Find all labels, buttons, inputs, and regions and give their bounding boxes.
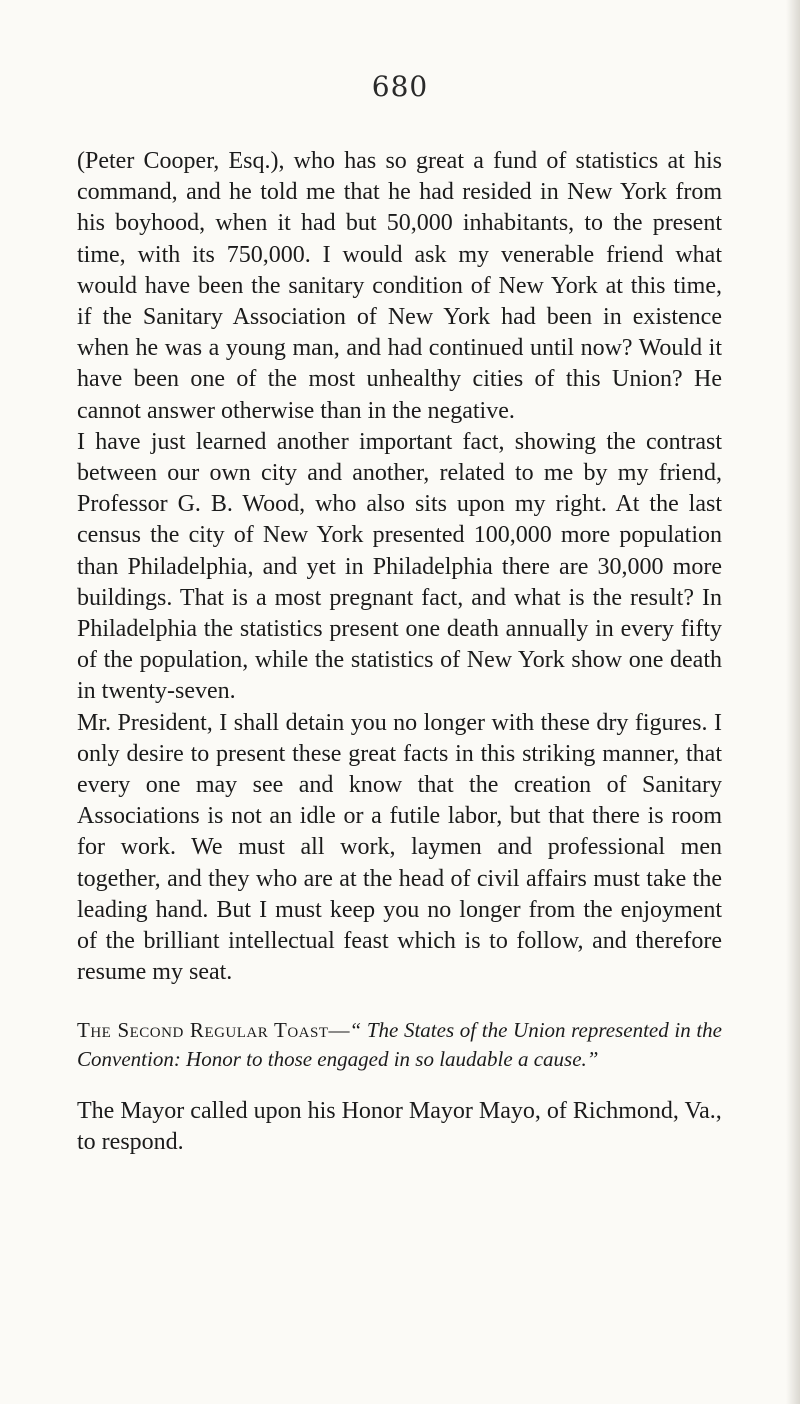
page-number: 680: [371, 70, 429, 103]
toast-dash: —: [328, 1018, 350, 1042]
paragraph-3: Mr. President, I shall detain you no longer with these dry figures. I only desire to present these great facts in this striking manner, that every one may see and know that the creation of Sanitary Associations is not an idle or a futile labor, but that there is room for work. We must all work, laymen and professional men together, and they who are at the head of civil affairs must take the leading hand. But I must keep you no longer from the enjoyment of the brilliant intellectual feast which is to follow, and therefore resume my seat.: [77, 709, 722, 986]
page-edge-shadow: [786, 0, 800, 1404]
toast-quote: “ The States of the Union represented in the Convention: Honor to those engaged in so laudable a cause.”: [77, 1018, 722, 1071]
toast-announcement: [77, 1016, 722, 1074]
body-text: [77, 146, 722, 988]
paragraph-1: (Peter Cooper, Esq.), who has so great a fund of statistics at his command, and he told me that he had resided in New York from his boyhood, when it had but 50,000 inhabitants, to the present time, with its 750,000. I would ask my venerable friend what would have been the sanitary condition of New York at this time, if the Sanitary Association of New York had been in existence when he was a young man, and had continued until now? Would it have been one of the most unhealthy cities of this Union? He cannot answer otherwise than in the negative.: [77, 148, 722, 424]
closing-paragraph: The Mayor called upon his Honor Mayor Mayo, of Richmond, Va., to respond.: [77, 1098, 722, 1156]
toast-lead: The Second Regular Toast: [77, 1018, 329, 1042]
paragraph-2: I have just learned another important fact, showing the contrast between our own city and another, related to me by my friend, Professor G. B. Wood, who also sits upon my right. At the last census the city of New York presented 100,000 more population than Philadelphia, and yet in Philadelphia there are 30,000 more buildings. That is a most pregnant fact, and what is the result? In Philadelphia the statistics present one death annually in every fifty of the population, while the statistics of New York show one death in twenty-seven.: [77, 428, 722, 705]
